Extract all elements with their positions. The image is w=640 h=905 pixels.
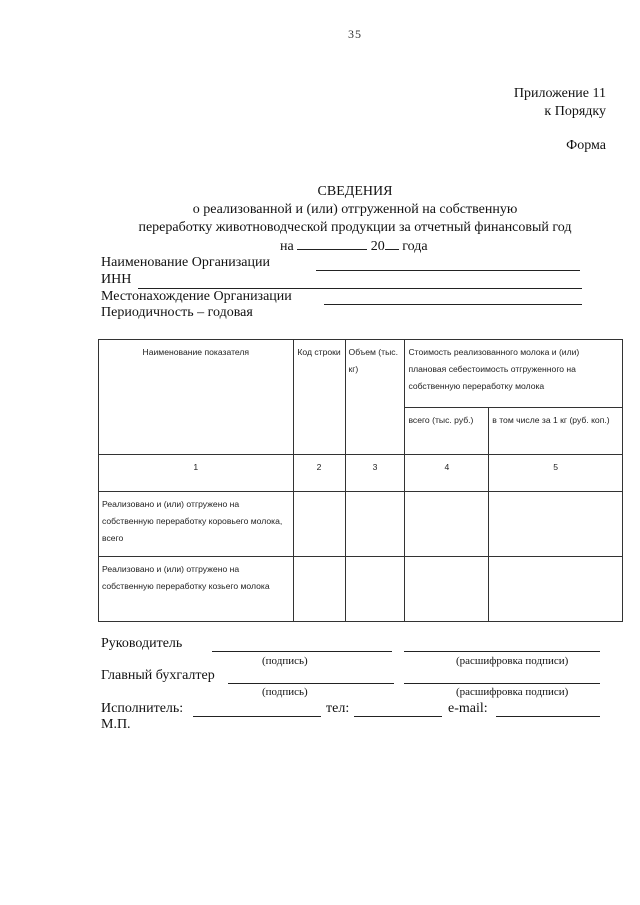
header-per-kg: в том числе за 1 кг (руб. коп.): [489, 407, 623, 454]
row-code-cell[interactable]: [293, 557, 345, 622]
title-line-2: переработку животноводческой продукции за отчетный финансовый год: [138, 220, 572, 235]
year-suffix: года: [402, 239, 428, 254]
org-name-field[interactable]: [316, 270, 580, 271]
column-number: 2: [293, 455, 345, 492]
accountant-decode-line[interactable]: [404, 683, 600, 684]
year-prefix-20: 20: [370, 239, 385, 254]
appendix-number: Приложение 11: [513, 86, 606, 101]
header-volume: Объем (тыс. кг): [345, 340, 405, 455]
tel-label: тел:: [326, 701, 350, 716]
org-name-label: Наименование Организации: [101, 255, 270, 270]
row-volume-cell[interactable]: [345, 492, 405, 557]
row-volume-cell[interactable]: [345, 557, 405, 622]
accountant-signature-line[interactable]: [228, 683, 394, 684]
column-number: 5: [489, 455, 623, 492]
head-label: Руководитель: [101, 636, 183, 651]
table-row: [99, 557, 623, 622]
head-decode-caption: (расшифровка подписи): [456, 655, 569, 667]
head-signature-line[interactable]: [212, 651, 392, 652]
header-indicator-name: Наименование показателя: [99, 340, 294, 455]
inn-label: ИНН: [101, 272, 132, 287]
row-name: Реализовано и (или) отгружено на собственную переработку коровьего молока, всего: [99, 492, 294, 557]
email-label: e-mail:: [448, 701, 488, 716]
year-blank[interactable]: [385, 237, 399, 250]
column-number: 4: [405, 455, 489, 492]
executor-label: Исполнитель:: [101, 701, 184, 716]
title-line-3: [280, 237, 428, 255]
row-code-cell[interactable]: [293, 492, 345, 557]
appendix-reference: к Порядку: [544, 104, 606, 119]
document-heading: СВЕДЕНИЯ: [317, 184, 393, 199]
row-total-cell[interactable]: [405, 492, 489, 557]
periodicity-label: Периодичность – годовая: [101, 305, 253, 320]
column-number: 1: [99, 455, 294, 492]
row-per-kg-cell[interactable]: [489, 557, 623, 622]
year-prefix: на: [280, 239, 294, 254]
data-table: [98, 339, 623, 622]
stamp-label: М.П.: [101, 717, 131, 732]
row-total-cell[interactable]: [405, 557, 489, 622]
location-field[interactable]: [324, 304, 582, 305]
executor-field[interactable]: [193, 716, 321, 717]
head-signature-caption: (подпись): [262, 655, 308, 667]
page-number: 35: [348, 27, 362, 41]
header-cost-group: Стоимость реализованного молока и (или) плановая себестоимость отгруженного на собственную переработку молока: [405, 340, 623, 408]
tel-field[interactable]: [354, 716, 442, 717]
title-line-1: о реализованной и (или) отгруженной на собственную: [192, 202, 518, 217]
row-name: Реализовано и (или) отгружено на собственную переработку козьего молока: [99, 557, 294, 622]
column-number: 3: [345, 455, 405, 492]
email-field[interactable]: [496, 716, 600, 717]
form-label: Форма: [566, 138, 606, 153]
header-row-code: Код строки: [293, 340, 345, 455]
head-decode-line[interactable]: [404, 651, 600, 652]
date-blank[interactable]: [297, 237, 367, 250]
accountant-decode-caption: (расшифровка подписи): [456, 686, 569, 698]
header-total: всего (тыс. руб.): [405, 407, 489, 454]
location-label: Местонахождение Организации: [101, 289, 292, 304]
accountant-label: Главный бухгалтер: [101, 668, 215, 683]
accountant-signature-caption: (подпись): [262, 686, 308, 698]
row-per-kg-cell[interactable]: [489, 492, 623, 557]
table-row: [99, 492, 623, 557]
